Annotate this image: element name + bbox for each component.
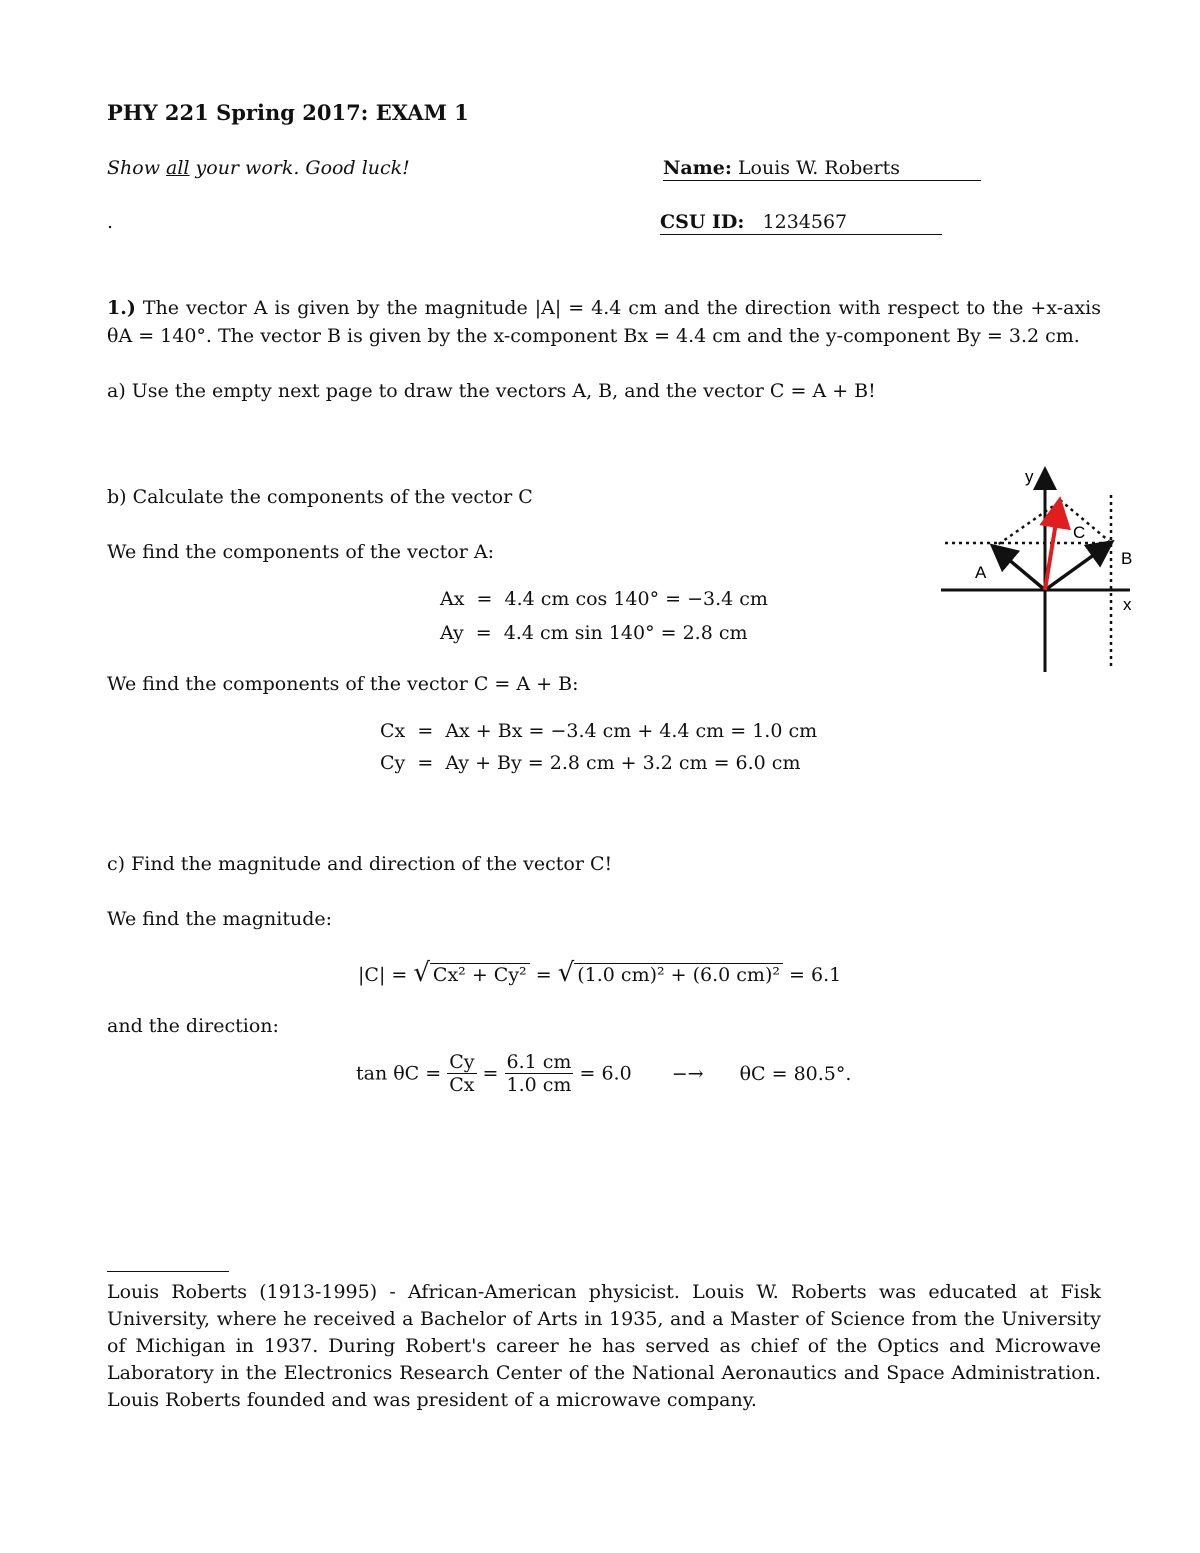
- mag-sqrt-2: (1.0 cm)² + (6.0 cm)²: [574, 963, 783, 986]
- problem-number: 1.): [107, 297, 136, 319]
- find-c-text: We find the components of the vector C = A + B:: [107, 673, 579, 695]
- theta-result: θC = 80.5°.: [739, 1062, 852, 1085]
- problem-text: The vector A is given by the magnitude |A| = 4.4 cm and the direction with respect to the +x-axis θA = 140°. The vector B is given by the x-component Bx = 4.4 cm and the y-component By = 3.2 cm.: [107, 297, 1101, 347]
- mag-eq: =: [529, 964, 558, 986]
- find-a-text: We find the components of the vector A:: [107, 541, 494, 563]
- label-a: A: [975, 563, 987, 582]
- part-a-label: a): [107, 380, 126, 402]
- equation-cx: Cx = Ax + Bx = −3.4 cm + 4.4 cm = 1.0 cm: [380, 720, 818, 742]
- instruction-pre: Show: [107, 157, 166, 179]
- equation-direction: tan θC = $\frac{Cy}{Cx}$ = $\frac{6.1 cm}{1.0 cm}$ = 6.0 −→ θC = 80.5°.: [356, 1051, 852, 1096]
- instruction-all: all: [166, 157, 190, 179]
- part-b: [107, 486, 533, 508]
- csu-id-underline: [660, 234, 942, 235]
- equation-ay: Ay = 4.4 cm sin 140° = 2.8 cm: [440, 622, 748, 644]
- mag-rhs: = 6.1: [782, 964, 842, 986]
- name-underline: [663, 180, 981, 181]
- frac1-num: Cy: [449, 1051, 475, 1073]
- find-mag-text: We find the magnitude:: [107, 908, 333, 930]
- label-x: x: [1123, 595, 1132, 614]
- vector-b-arrow: [1045, 544, 1109, 590]
- exam-title: PHY 221 Spring 2017: EXAM 1: [107, 100, 469, 125]
- part-c-label: c): [107, 853, 126, 875]
- name-label: Name:: [663, 157, 732, 179]
- guide-b-shift: [993, 502, 1059, 548]
- tan-lhs: tan θC =: [356, 1062, 448, 1085]
- vector-c-arrow: [1045, 504, 1059, 590]
- label-b: B: [1121, 549, 1133, 568]
- implies-arrow: −→: [671, 1062, 704, 1085]
- footnote-text: Louis Roberts (1913-1995) - African-American physicist. Louis W. Roberts was educated at Fisk University, where he received a Bachelor of Arts in 1935, and a Master of Science from the University of Michigan in 1937. During Robert's career he has served as chief of the Optics and Microwave Laboratory in the Electronics Research Center of the National Aeronautics and Space Administration. Louis Roberts founded and was president of a microwave company.: [107, 1281, 1101, 1411]
- vector-a-arrow: [995, 548, 1045, 590]
- csu-id-value: 1234567: [762, 211, 848, 233]
- frac1-den: Cx: [449, 1074, 475, 1096]
- frac2-den: 1.0 cm: [506, 1074, 572, 1096]
- part-a-text: Use the empty next page to draw the vectors A, B, and the vector C = A + B!: [131, 380, 876, 402]
- fraction-values: [505, 1051, 574, 1096]
- part-b-text: Calculate the components of the vector C: [132, 486, 533, 508]
- equation-cy: Cy = Ay + By = 2.8 cm + 3.2 cm = 6.0 cm: [380, 752, 801, 774]
- label-y: y: [1025, 467, 1034, 486]
- footnote-rule: [107, 1271, 229, 1272]
- sqrt-sign-2: √: [557, 958, 575, 988]
- part-b-label: b): [107, 486, 127, 508]
- and-direction-text: and the direction:: [107, 1015, 279, 1037]
- mag-sqrt-1: Cx² + Cy²: [430, 963, 530, 986]
- part-c: [107, 853, 612, 875]
- sqrt-sign-1: √: [413, 958, 430, 988]
- instruction-text: [107, 157, 410, 179]
- tan-value: = 6.0: [579, 1062, 632, 1085]
- csu-id-label: CSU ID:: [660, 211, 745, 233]
- dot-mark: .: [107, 211, 114, 233]
- equation-magnitude: [358, 958, 841, 988]
- fraction-cy-cx: [447, 1051, 476, 1096]
- instruction-post: your work. Good luck!: [189, 157, 410, 179]
- frac2-num: 6.1 cm: [506, 1051, 572, 1073]
- name-value: Louis W. Roberts: [737, 157, 901, 179]
- part-c-text: Find the magnitude and direction of the vector C!: [131, 853, 613, 875]
- equation-ax: Ax = 4.4 cm cos 140° = −3.4 cm: [440, 588, 768, 610]
- csu-id-field: [660, 211, 847, 233]
- vector-diagram: [935, 460, 1145, 680]
- problem-statement: [107, 294, 1101, 350]
- label-c: C: [1073, 523, 1086, 542]
- mag-lhs: |C| =: [358, 964, 414, 986]
- part-a: [107, 380, 876, 402]
- name-field: [663, 157, 900, 179]
